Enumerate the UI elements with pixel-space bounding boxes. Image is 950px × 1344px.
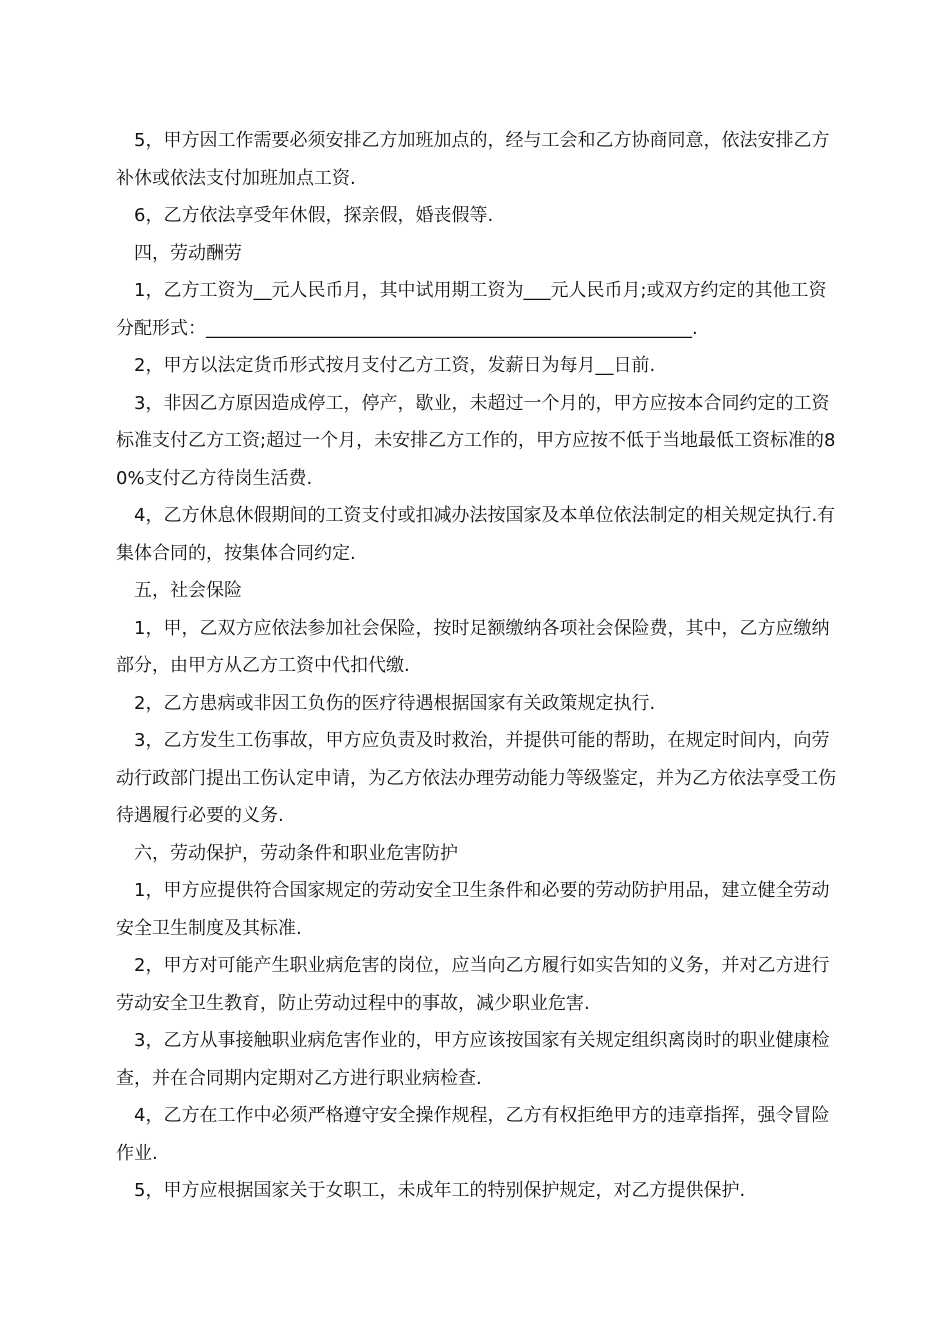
- paragraph-leave-pay: 4，乙方休息休假期间的工资支付或扣减办法按国家及本单位依法制定的相关规定执行.有集体合同的，按集体合同约定.: [116, 505, 836, 564]
- paragraph-work-stoppage-pay: 3，非因乙方原因造成停工，停产，歇业，未超过一个月的，甲方应按本合同约定的工资标准支付乙方工资;超过一个月，未安排乙方工作的，甲方应按不低于当地最低工资标准的80%支付乙方待岗生活费.: [116, 392, 836, 489]
- paragraph-insurance-contribution: 1，甲，乙双方应依法参加社会保险，按时足额缴纳各项社会保险费，其中，乙方应缴纳部分，由甲方从乙方工资中代扣代缴.: [116, 617, 830, 676]
- paragraph-overtime-arrangement: 5，甲方因工作需要必须安排乙方加班加点的，经与工会和乙方协商同意，依法安排乙方补休或依法支付加班加点工资.: [116, 130, 830, 189]
- paragraph-payday: 2，甲方以法定货币形式按月支付乙方工资，发薪日为每月__日前.: [134, 355, 656, 376]
- paragraph-medical-treatment: 2，乙方患病或非因工负伤的医疗待遇根据国家有关政策规定执行.: [134, 692, 656, 714]
- paragraph-salary-amount: 1，乙方工资为__元人民币月，其中试用期工资为___元人民币月;或双方约定的其他工资分配形式：______________________________________________________.: [116, 280, 827, 339]
- paragraph-safety-conditions: 1，甲方应提供符合国家规定的劳动安全卫生条件和必要的劳动防护用品，建立健全劳动安全卫生制度及其标准.: [116, 880, 830, 939]
- paragraph-annual-leave: 6，乙方依法享受年休假，探亲假，婚丧假等.: [134, 205, 494, 226]
- section-heading-labor-protection: 六，劳动保护，劳动条件和职业危害防护: [134, 842, 458, 864]
- paragraph-work-injury: 3，乙方发生工伤事故，甲方应负责及时救治，并提供可能的帮助，在规定时间内，向劳动行政部门提出工伤认定申请，为乙方依法办理劳动能力等级鉴定，并为乙方依法享受工伤待遇履行必要的义务.: [116, 730, 836, 826]
- section-heading-social-insurance: 五，社会保险: [134, 580, 242, 601]
- paragraph-safety-rules: 4，乙方在工作中必须严格遵守安全操作规程，乙方有权拒绝甲方的违章指挥，强令冒险作业.: [116, 1105, 830, 1164]
- document-body: [116, 122, 836, 1210]
- section-heading-remuneration: 四，劳动酬劳: [134, 242, 242, 264]
- paragraph-occupational-hazard-notice: 2，甲方对可能产生职业病危害的岗位，应当向乙方履行如实告知的义务，并对乙方进行劳动安全卫生教育，防止劳动过程中的事故，减少职业危害.: [116, 955, 830, 1014]
- paragraph-special-protection: 5，甲方应根据国家关于女职工，未成年工的特别保护规定，对乙方提供保护.: [134, 1180, 746, 1201]
- paragraph-health-check: 3，乙方从事接触职业病危害作业的，甲方应该按国家有关规定组织离岗时的职业健康检查，并在合同期内定期对乙方进行职业病检查.: [116, 1030, 830, 1089]
